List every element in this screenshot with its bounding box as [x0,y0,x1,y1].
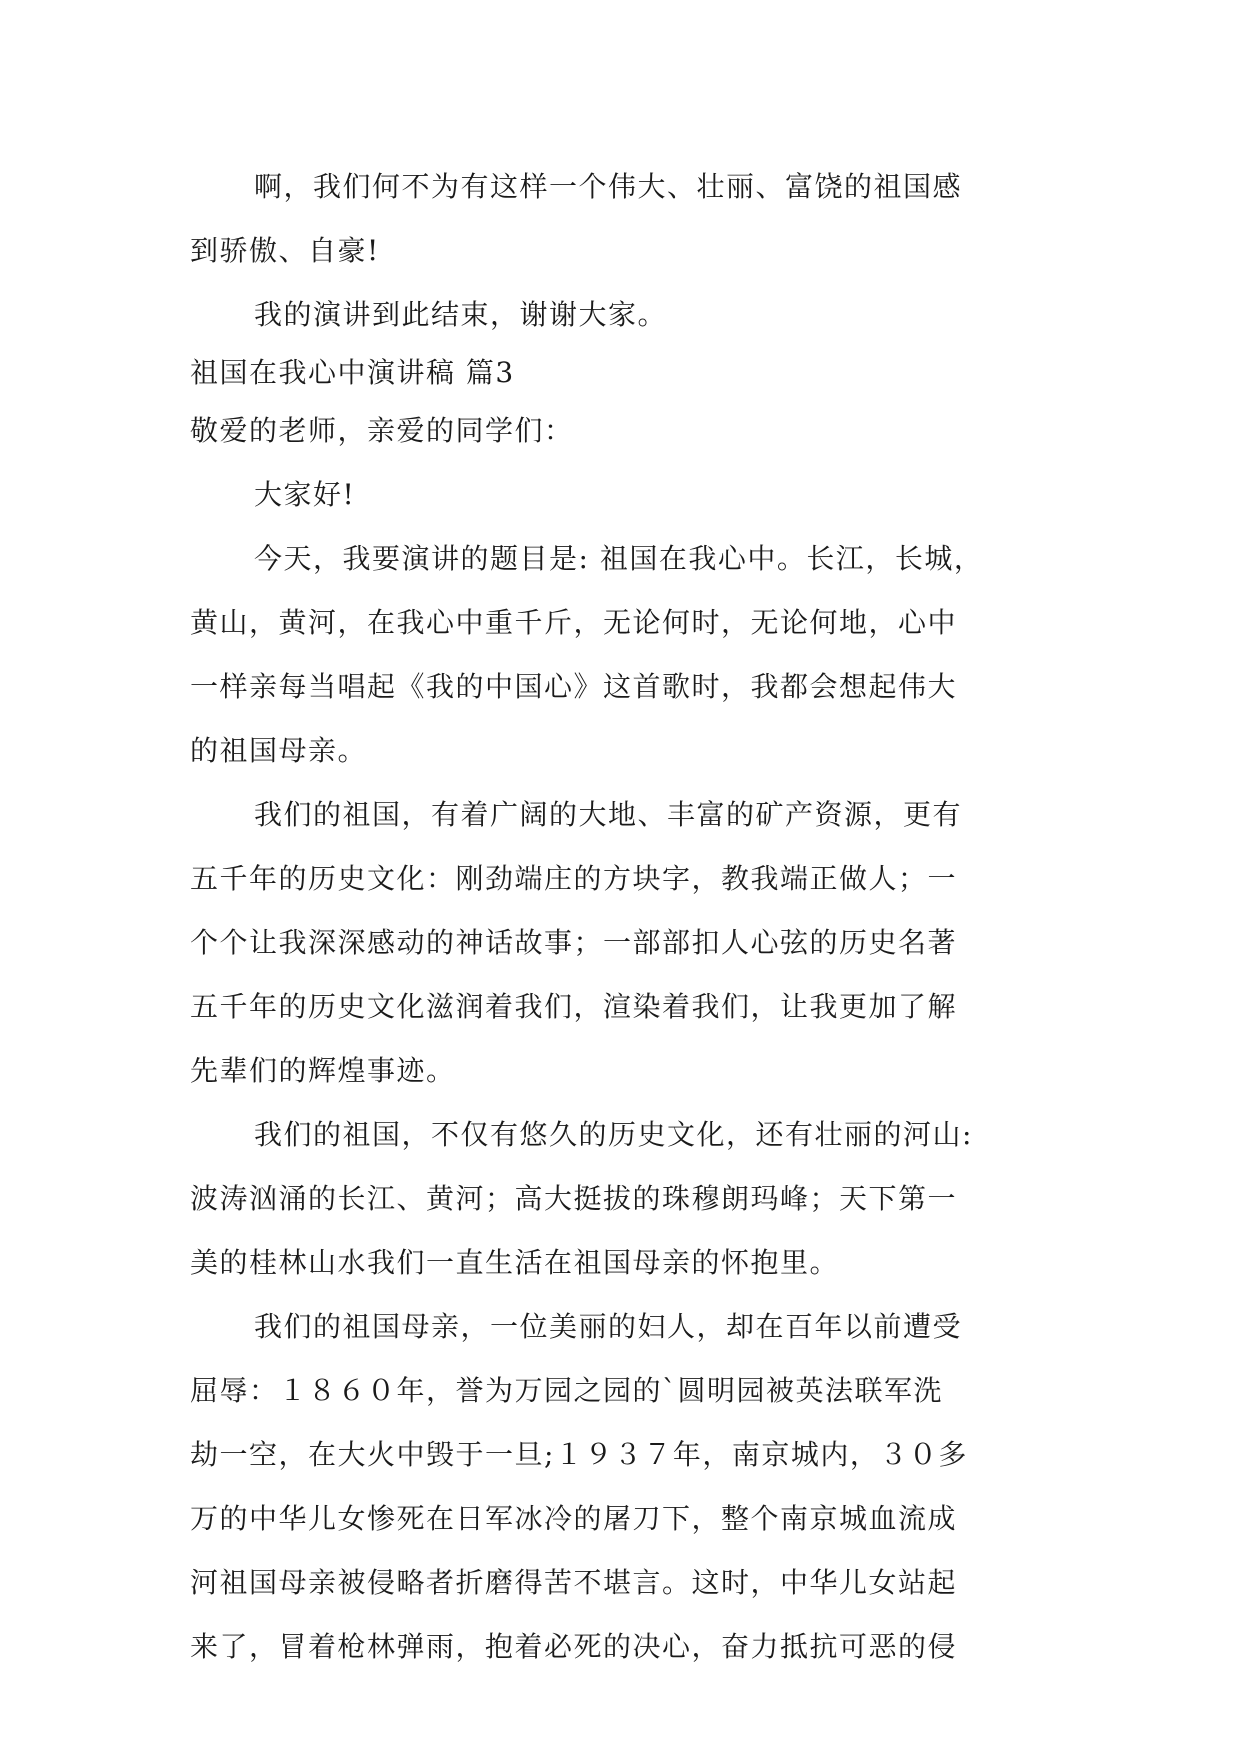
paragraph-line: 河祖国母亲被侵略者折磨得苦不堪言。这时，中华儿女站起 [190,1566,958,1599]
paragraph-line: 啊，我们何不为有这样一个伟大、壮丽、富饶的祖国感 [254,170,963,203]
paragraph-line: 五千年的历史文化：刚劲端庄的方块字，教我端正做人；一 [190,862,958,895]
paragraph-line: 来了，冒着枪林弹雨，抱着必死的决心，奋力抵抗可恶的侵 [190,1630,958,1663]
paragraph-line: 黄山，黄河，在我心中重千斤，无论何时，无论何地，心中 [190,606,958,639]
paragraph-line: 的祖国母亲。 [190,734,368,767]
paragraph-line: 我们的祖国，不仅有悠久的历史文化，还有壮丽的河山: [254,1118,973,1151]
paragraph-line: 一样亲每当唱起《我的中国心》这首歌时，我都会想起伟大 [190,670,958,703]
paragraph-line: 先辈们的辉煌事迹。 [190,1054,456,1087]
paragraph-line: 我们的祖国，有着广阔的大地、丰富的矿产资源，更有 [254,798,963,831]
paragraph-line: 今天，我要演讲的题目是: 祖国在我心中。长江，长城， [254,542,984,575]
paragraph-line: 我们的祖国母亲，一位美丽的妇人，却在百年以前遭受 [254,1310,963,1343]
paragraph-line: 波涛汹涌的长江、黄河；高大挺拔的珠穆朗玛峰；天下第一 [190,1182,958,1215]
paragraph-line: 个个让我深深感动的神话故事；一部部扣人心弦的历史名著 [190,926,958,959]
paragraph-line: 五千年的历史文化滋润着我们，渲染着我们，让我更加了解 [190,990,958,1023]
paragraph-line: 屈辱：１８６０年，誉为万园之园的`圆明园被英法联军洗 [190,1374,944,1407]
paragraph-line: 我的演讲到此结束，谢谢大家。 [254,298,668,331]
paragraph-line: 美的桂林山水我们一直生活在祖国母亲的怀抱里。 [190,1246,840,1279]
salutation: 敬爱的老师，亲爱的同学们： [190,414,574,447]
section-title: 祖国在我心中演讲稿 篇3 [190,356,515,389]
greeting: 大家好! [254,478,356,511]
paragraph-line: 劫一空，在大火中毁于一旦;１９３７年，南京城内，３０多 [190,1438,968,1471]
paragraph-line: 到骄傲、自豪! [190,234,380,267]
paragraph-line: 万的中华儿女惨死在日军冰冷的屠刀下，整个南京城血流成 [190,1502,958,1535]
document-body [190,155,1060,1679]
